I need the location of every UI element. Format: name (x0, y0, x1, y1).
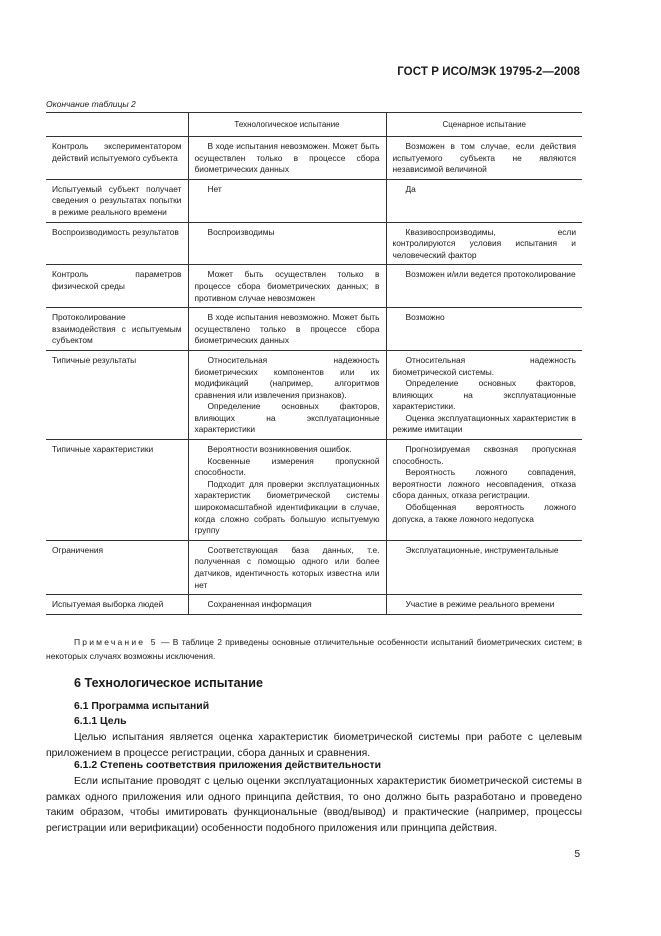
section-heading: 6 Технологическое испытание (74, 676, 264, 690)
table-note (46, 635, 582, 663)
subsection-heading: 6.1.1 Цель (74, 716, 127, 727)
table-row (46, 179, 582, 222)
scenario-cell: Участие в режиме реального времени (386, 595, 582, 615)
scenario-cell: Эксплуатационные, инструментальные (386, 540, 582, 594)
comparison-table (46, 112, 582, 615)
technological-cell: Сохраненная информация (188, 595, 386, 615)
page-number: 5 (574, 849, 580, 860)
table-row (46, 222, 582, 265)
standard-header: ГОСТ Р ИСО/МЭК 19795-2—2008 (397, 66, 580, 78)
table-row (46, 265, 582, 308)
subsection-heading: 6.1 Программа испытаний (74, 701, 210, 712)
scenario-cell: Относительная надежность биометрической системы. Определение основных факторов, влияющих на эксплуатационные характеристики. Оценка эксплуатационных характеристик в режиме имитации (386, 350, 582, 439)
scenario-cell: Возможен в том случае, если действия испытуемого субъекта не являются независимой величиной (386, 137, 582, 180)
table-row (46, 440, 582, 541)
technological-cell: В ходе испытания невозможно. Может быть осуществлено только в процессе сбора биометрических данных (188, 308, 386, 351)
table-row (46, 540, 582, 594)
scenario-cell: Возможен и/или ведется протоколирование (386, 265, 582, 308)
column-header-criterion (46, 113, 188, 137)
table-header-row (46, 113, 582, 137)
criterion-cell: Испытуемый субъект получает сведения о результатах попытки в режиме реального времени (46, 179, 188, 222)
column-header-technological: Технологическое испытание (188, 113, 386, 137)
scenario-cell: Прогнозируемая сквозная пропускная способность. Вероятность ложного совпадения, вероятности ложного несовпадения, отказа сбора данных, отказа регистрации. Обобщенная вероятность ложного допуска, а также ложного недопуска (386, 440, 582, 541)
criterion-cell: Воспроизводимость результатов (46, 222, 188, 265)
table-row (46, 350, 582, 439)
criterion-cell: Испытуемая выборка людей (46, 595, 188, 615)
table-caption: Окончание таблицы 2 (46, 99, 136, 109)
criterion-cell: Протоколирование взаимодействия с испытуемым субъектом (46, 308, 188, 351)
scenario-cell: Да (386, 179, 582, 222)
table-row (46, 137, 582, 180)
technological-cell: Вероятности возникновения ошибок. Косвенные измерения пропускной способности. Подходит для проверки эксплуатационных характеристик биометрической системы широкомасштабной идентификации в случае, когда сложно собрать большую испытуемую группу (188, 440, 386, 541)
scenario-cell: Квазивоспроизводимы, если контролируются условия испытания и человеческий фактор (386, 222, 582, 265)
subsection-heading: 6.1.2 Степень соответствия приложения действительности (74, 760, 382, 771)
technological-cell: Нет (188, 179, 386, 222)
criterion-cell: Контроль параметров физической среды (46, 265, 188, 308)
technological-cell: Относительная надежность биометрических компонентов или их модификаций (например, алгоритмов сравнения или извлечения признаков). Определение основных факторов, влияющих на эксплуатационные характеристики (188, 350, 386, 439)
technological-cell: В ходе испытания невозможен. Может быть осуществлен только в процессе сбора биометрических данных (188, 137, 386, 180)
table-row (46, 595, 582, 615)
column-header-scenario: Сценарное испытание (386, 113, 582, 137)
technological-cell: Соответствующая база данных, т.е. полученная с помощью одного или более датчиков, идентичность которых известна или нет (188, 540, 386, 594)
note-label: Примечание 5 (74, 637, 158, 647)
scenario-cell: Возможно (386, 308, 582, 351)
criterion-cell: Контроль экспериментатором действий испытуемого субъекта (46, 137, 188, 180)
criterion-cell: Ограничения (46, 540, 188, 594)
paragraph: Целью испытания является оценка характеристик биометрической системы при работе с целевым приложением в процессе регистрации, сбора данных и сравнения. (46, 732, 582, 759)
paragraph: Если испытание проводят с целью оценки эксплуатационных характеристик биометрической системы в рамках одного приложения или одного принципа действия, то оно должно быть разработано и проведено таким образом, чтобы имитировать функциональные (ввод/вывод) и практические (например, процессы регистрации или верификации) особенности подобного приложения или принципа действия. (46, 776, 582, 834)
criterion-cell: Типичные результаты (46, 350, 188, 439)
technological-cell: Может быть осуществлен только в процессе сбора биометрических данных; в противном случае невозможен (188, 265, 386, 308)
technological-cell: Воспроизводимы (188, 222, 386, 265)
table-row (46, 308, 582, 351)
criterion-cell: Типичные характеристики (46, 440, 188, 541)
note-text: — В таблице 2 приведены основные отличительные особенности испытаний биометрических систем; в некоторых случаях возможны исключения. (46, 637, 582, 661)
